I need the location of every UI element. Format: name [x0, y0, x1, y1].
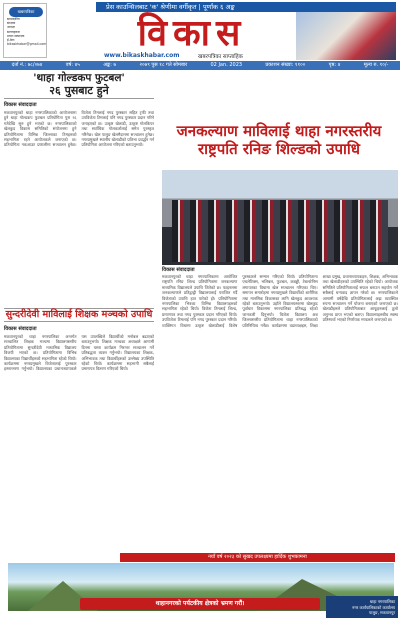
- article-headline-2[interactable]: २६ पुसबाट हुने: [4, 84, 154, 99]
- issue-info-bar: [0, 61, 400, 70]
- logo-email[interactable]: bikaskhabar@gmail.com: [7, 42, 47, 47]
- english-date: 02 Jan. 2023: [210, 62, 243, 68]
- lead-body: मकवानपुरको थाहा नगरपालिकामा आयोजित राष्ट्रपति रनिङ शिल्ड प्रतियोगितामा जनकल्याण माध्यमिक विद्यालयले उपाधि जितेको छ। फाइनलमा जनकल्याणले प्रतिद्वन्द्वी विद्यालयलाई पराजित गर्दै विजेताको उपाधि हात पारेको हो। प्रतियोगितामा नगरपालिका भित्रका विभिन्न विद्यालयहरुको सहभागिता रहेको थियो। विजेता टिमलाई शिल्ड, प्रमाणपत्र तथा नगद पुरस्कार प्रदान गरिएको थियो। उपविजेता टिमलाई पनि नगद पुरस्कार प्रदान गरियो। व्यक्तिगत विधामा उत्कृष्ट खेलाडीलाई विशेष पुरस्कारले सम्मान गरिएको थियो। प्रतियोगितामा एथलेटिक्स, भलिबल, फुटबल, कबड्डी, टेबलटेनिस लगायतका विधामा खेल सञ्चालन गरिएका थिए। समापन समारोहमा नगरप्रमुखले विद्यार्थीको शारीरिक तथा मानसिक विकासका लागि खेलकुद आवश्यक रहेको बताउनुभयो। उहाँले विद्यालयस्तरमा खेलकुद पूर्वाधार विकासमा नगरपालिका प्रतिबद्ध रहेको जानकारी दिनुभयो। विजेता विद्यालय अब जिल्लास्तरीय प्रतियोगितामा थाहा नगरपालिकाको प्रतिनिधित्व गर्नेछ। कार्यक्रममा वडाध्यक्षहरु, शिक्षा शाखा प्रमुख, प्रधानाध्यापकहरु, शिक्षक, अभिभावक तथा खेलाडीहरुको उपस्थिति रहेको थियो। आयोजक समितिले प्रतियोगितालाई सफल बनाउन सहयोग गर्ने सबैलाई धन्यवाद ज्ञापन गरेको छ। नगरपालिकाले आगामी वर्षदेखि प्रतियोगितालाई अझ व्यवस्थित रुपमा सञ्चालन गर्ने योजना बनाएको जनाएको छ। खेलाडीहरुले प्रतियोगिताबाट आफूहरुलाई ठूलो अनुभव प्राप्त भएको बताए। विद्यालयहरुबीच स्वस्थ प्रतिस्पर्धा भएको निर्णायक मण्डलले जनाएको छ।: [162, 274, 398, 328]
- ad-banner: थाहानगरको पर्यटकीय क्षेत्रको भ्रमण गरौं।: [80, 598, 320, 610]
- sponsor-line: नगर कार्यपालिकाको कार्यालय: [352, 604, 395, 610]
- lead-article: [160, 122, 398, 158]
- website-link[interactable]: www.bikaskhabar.com: [104, 52, 180, 59]
- lead-headline-2[interactable]: राष्ट्रपति रनिङ शिल्डको उपाधि: [197, 140, 361, 158]
- weekly-label: खबरपत्रिका साप्ताहिक: [198, 54, 243, 60]
- article-school: [4, 324, 154, 584]
- year: वर्ष: ४५: [65, 62, 80, 68]
- logo-line: अध्यक्ष: [7, 25, 15, 30]
- group-photo: [162, 170, 398, 265]
- ad-sponsor: [326, 596, 398, 618]
- reporter: विकास संवाददाता: [4, 102, 37, 108]
- logo-box: [3, 3, 47, 58]
- logo-line: सम्पादकीय: [7, 17, 20, 21]
- article-body: मकवानपुरको थाहा नगरपालिकाको आयोजनामा हुने थाहा गोल्डकप फुटबल प्रतियोगिता पुस २६ गतेदेखि सुरु हुने भएको छ। नगरपालिकाको खेलकुद विकास समितिको संयोजनमा हुने प्रतियोगितामा विभिन्न जिल्लाका टिमहरुको सहभागिता रहने आयोजकले जनाएको छ। प्रतियोगिता नकआउट प्रणालीमा सञ्चालन हुनेछ। विजेता टिमलाई नगद पुरस्कार सहित ट्रफी तथा उपविजेता टिमलाई पनि नगद पुरस्कार प्रदान गरिने जनाइएको छ। उत्कृष्ट खेलाडी, उत्कृष्ट गोलकिपर तथा सर्वाधिक गोलकर्तालाई समेत पुरस्कृत गरिनेछ। खेल पालुङ खेलमैदानमा सञ्चालन हुनेछ। नगरप्रमुखले स्थानीय खेलाडीको प्रतिभा प्रवर्द्धन गर्न प्रतियोगिता आयोजना गरिएको बताउनुभयो।: [4, 110, 154, 148]
- registration: दर्ता नं.: ७८/०७४: [11, 62, 43, 68]
- lead-headline-1[interactable]: जनकल्याण मावि‍लाई थाहा नगरस्तरीय: [176, 122, 382, 140]
- sponsor-line: थाहा नगरपालिका: [369, 599, 395, 604]
- article-headline-school[interactable]: सुन्दरीदेवी मावि‍लाई शिक्षक मञ्चको उपाधि: [5, 309, 153, 320]
- masthead: [0, 0, 400, 60]
- masthead-photo: [296, 12, 396, 60]
- photo-caption: विकास संवाददाता: [162, 267, 195, 273]
- logo-line: सल्लाहकार: [7, 29, 20, 34]
- price: मूल्य रु. १०/-: [363, 62, 389, 68]
- logo-line: प्रधान सम्पादक: [7, 33, 25, 38]
- logo-line: संरक्षक: [7, 21, 16, 26]
- logo: खबरपत्रिका: [9, 7, 43, 17]
- article-headline[interactable]: 'थाहा गोल्डकप फुटबल': [33, 72, 125, 84]
- sponsor-line: पालुङ, मकवानपुर: [369, 610, 395, 615]
- issue: अङ्क: ७: [103, 62, 117, 68]
- pages: पृष्ठ: ४: [328, 62, 341, 68]
- reporter: विकास संवाददाता: [4, 326, 37, 332]
- advertisement[interactable]: [0, 552, 400, 619]
- paper-title: विकास: [137, 12, 247, 54]
- circulation: प्रकाशन संख्या: ११००: [265, 62, 306, 68]
- tagline: प्रेस काउन्सिलबाट 'क' श्रेणीमा वर्गीकृत | पूर्णांक ६ अङ्क: [96, 2, 396, 12]
- article-football: [4, 72, 154, 258]
- article-body: मकवानपुरको थाहा नगरपालिका अन्तर्गत सञ्चालित शिक्षक मञ्चमा विद्यालयस्तरीय प्रतियोगितामा सुन्दरीदेवी माध्यमिक विद्यालय विजयी भएको छ। प्रतियोगितामा विभिन्न विद्यालयका विद्यार्थीहरुको सहभागिता रहेको थियो। कार्यक्रममा नगरप्रमुखले विजेतालाई पुरस्कार हस्तान्तरण गर्नुभयो। विद्यालयका प्रधानाध्यापकले यस उपलब्धिले विद्यार्थीको मनोबल बढाएको बताउनुभयो। शिक्षक मञ्चका अध्यक्षले आगामी दिनमा यस्ता कार्यक्रम निरन्तर सञ्चालन गर्ने प्रतिबद्धता व्यक्त गर्नुभयो। विद्यालयका शिक्षक, अभिभावक तथा विद्यार्थीहरुको उल्लेख्य उपस्थिति रहेको थियो। कार्यक्रममा सहभागी सबैलाई प्रमाणपत्र वितरण गरिएको थियो।: [4, 334, 154, 372]
- nepali-date: २०७९ पुस १८ गते सोमबार: [139, 62, 188, 68]
- ad-greeting: नयाँ वर्ष २०२३ को सुखद उपलक्ष्यमा हार्दिक शुभकामना: [120, 553, 395, 562]
- logo-line: ई-मेल:: [7, 38, 15, 43]
